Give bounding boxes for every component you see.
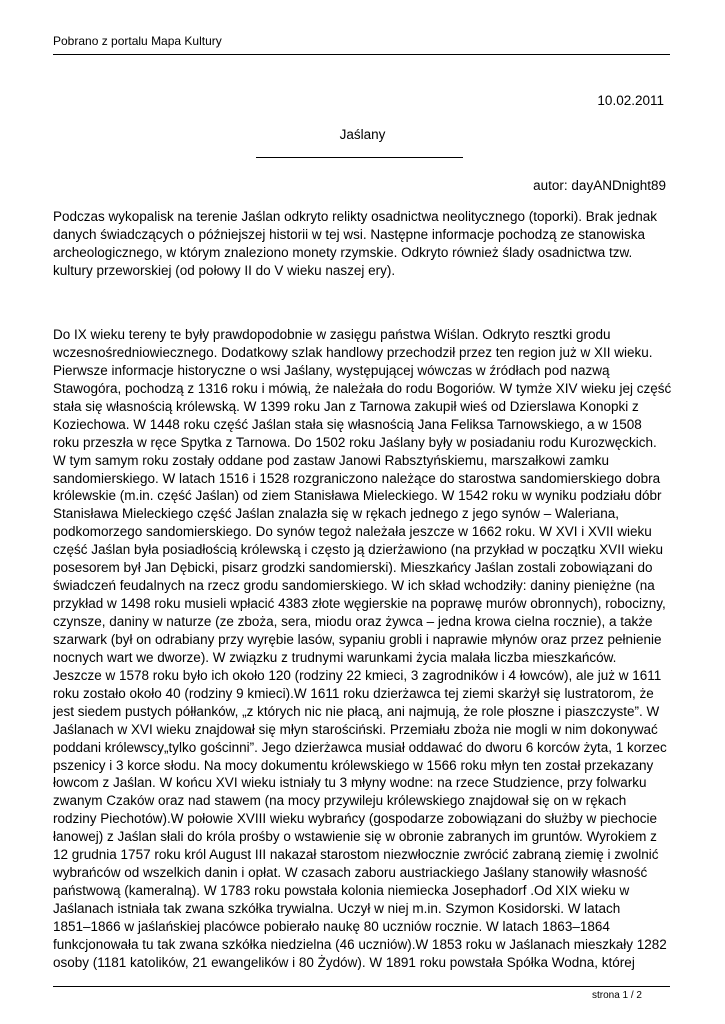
text-line: Podczas wykopalisk na terenie Jaślan odkryto relikty osadnictwa neolitycznego (toporki). Brak jednak	[53, 209, 658, 224]
text-line: Jaślanach istniała tak zwana szkółka trywialna. Uczył w niej m.in. Szymon Kosidorski. W latach	[53, 901, 621, 916]
page-number: strona 1 / 2	[591, 990, 642, 1001]
text-line: łowcom z Jaślan. W końcu XVI wieku istniały tu 3 młyny wodne: na rzece Studzience, przy folwarku	[53, 775, 647, 791]
text-line: roku zostało około 40 (rodziny 9 kmieci).W 1611 roku dzierżawca tej ziemi skarżył się lustratorom, że	[53, 685, 654, 701]
text-line: funkcjonowała tu tak zwana szkółka niedzielna (46 uczniów).W 1853 roku w Jaślanach mieszkały 1282	[53, 936, 667, 952]
text-line: pszenicy i 3 korce słodu. Na mocy dokumentu królewskiego w 1566 roku młyn ten został przekazany	[53, 757, 654, 773]
text-line: część Jaślan była posiadłością królewską i często ją dzierżawiono (na przykład w początku XVII wieku	[53, 542, 664, 558]
text-line: czynsze, daniny w naturze (ze zboża, sera, miodu oraz żywca – jedna krowa cielna rocznie), a także	[53, 614, 653, 629]
text-line: Jaślanach w XVI wieku znajdował się młyn starościński. Przemiału zboża nie mogli w nim dokonywać	[53, 721, 658, 737]
text-line: Stawogóra, pochodzą z 1316 roku i mówią, że należała do rodu Bogoriów. W tymże XIV wieku jej część	[53, 380, 672, 396]
text-line: zwanym Czaków oraz nad stawem (na mocy przywileju królewskiego znajdował się on w rękach	[53, 793, 627, 809]
header-divider	[53, 54, 670, 55]
document-date: 10.02.2011	[597, 93, 664, 108]
text-line: Do IX wieku tereny te były prawdopodobnie w zasięgu państwa Wiślan. Odkryto resztki grodu	[53, 327, 611, 342]
text-line: archeologicznego, w którym znaleziono monety rzymskie. Odkryto również ślady osadnictwa tzw.	[53, 244, 633, 260]
title-underline	[256, 157, 463, 158]
paragraph-history	[53, 326, 673, 972]
text-line: 1851–1866 w jaślańskiej placówce pobierało naukę 80 uczniów rocznie. W latach 1863–1864	[53, 918, 610, 934]
text-line: W tym samym roku zostały oddane pod zastaw Janowi Rabsztyńskiemu, marszałkowi zamku	[53, 452, 609, 468]
text-line: stała się własnością królewską. W 1399 roku Jan z Tarnowa zakupił wieś od Dzierslawa Konopki z	[53, 398, 639, 414]
text-line: wybrańców od wszelkich danin i opłat. W czasach zaboru austriackiego Jaślany stanowiły własność	[53, 865, 648, 881]
document-title: Jaślany	[339, 127, 386, 142]
text-line: posesorem był Jan Dębicki, pisarz grodzki sandomierski). Mieszkańcy Jaślan zostali zobowiązani do	[53, 560, 653, 576]
footer-divider	[53, 986, 670, 987]
text-line: szarwark (był on odrabiany przy wyrębie lasów, sypaniu grobli i naprawie młynów oraz przez pełnienie	[53, 631, 662, 647]
text-line: łanowej) z Jaślan słali do króla prośby o wstawienie się w obronie zabranych im gruntów. Wyrokiem z	[53, 829, 657, 845]
text-line: królewskie (m.in. część Jaślan) od ziem Stanisława Mieleckiego. W 1542 roku w wyniku podziału dóbr	[53, 488, 662, 504]
text-line: kultury przeworskiej (od połowy II do V wieku naszej ery).	[53, 262, 396, 278]
text-line: Koziechowa. W 1448 roku część Jaślan stała się własnością Jana Feliksa Tarnowskiego, a w 1508	[53, 416, 642, 432]
text-line: nocnych wart we dworze). W związku z trudnymi warunkami życia malała liczba mieszkańców.	[53, 649, 617, 665]
text-line: przykład w 1498 roku musieli wpłacić 4383 złote węgierskie na poprawę murów obronnych), robocizny,	[53, 596, 666, 612]
text-line: roku przeszła w ręce Spytka z Tarnowa. Do 1502 roku Jaślany były w posiadaniu rodu Kurozwęckich.	[53, 434, 657, 450]
paragraph-intro	[53, 208, 673, 280]
document-author: autor: dayANDnight89	[533, 178, 666, 193]
text-line: rodziny Piechotów).W połowie XVIII wieku wybrańcy (gospodarze zobowiązani do służby w piechocie	[53, 811, 658, 827]
text-line: Jeszcze w 1578 roku było ich około 120 (rodziny 22 kmieci, 3 zagrodników i 4 łowców), ale już w 1611	[53, 667, 662, 683]
text-line: 12 grudnia 1757 roku król August III nakazał starostom niezwłocznie zwrócić zabraną ziemię i zwolnić	[53, 847, 659, 863]
text-line: osoby (1181 katolików, 21 ewangelików i 80 Żydów). W 1891 roku powstała Spółka Wodna, której	[53, 954, 635, 970]
text-line: Stanisława Mieleckiego część Jaślan znalazła się w rękach jednego z jego synów – Waleriana,	[53, 506, 620, 522]
text-line: jest siedem pustych półłanków, „z których nic nie płacą, ani najmują, że role płoszne i piaszczyste”. W	[53, 703, 660, 719]
text-line: podkomorzego sandomierskiego. Do synów tegoż należała jeszcze w 1662 roku. W XVI i XVII wieku	[53, 524, 652, 540]
text-line: poddani królewscy„tylko gościnni”. Jego dzierżawca musiał oddawać do dworu 6 korców żyta, 1 korzec	[53, 739, 667, 755]
text-line: państwową (kameralną). W 1783 roku powstała kolonia niemiecka Josephadorf .Od XIX wieku w	[53, 883, 630, 899]
text-line: Pierwsze informacje historyczne o wsi Jaślany, występującej wówczas w źródłach pod nazwą	[53, 362, 610, 378]
text-line: danych świadczących o późniejszej historii w tej wsi. Następne informacje pochodzą ze stanowiska	[53, 226, 646, 242]
portal-source-header: Pobrano z portalu Mapa Kultury	[53, 34, 222, 48]
text-line: wczesnośredniowiecznego. Dodatkowy szlak handlowy przechodził przez ten region już w XII wieku.	[53, 344, 653, 360]
text-line: świadczeń feudalnych na rzecz grodu sandomierskiego. W ich skład wchodziły: daniny pieniężne (na	[53, 578, 655, 594]
text-line: sandomierskiego. W latach 1516 i 1528 rozgraniczono należące do starostwa sandomierskiego dobra	[53, 470, 661, 486]
